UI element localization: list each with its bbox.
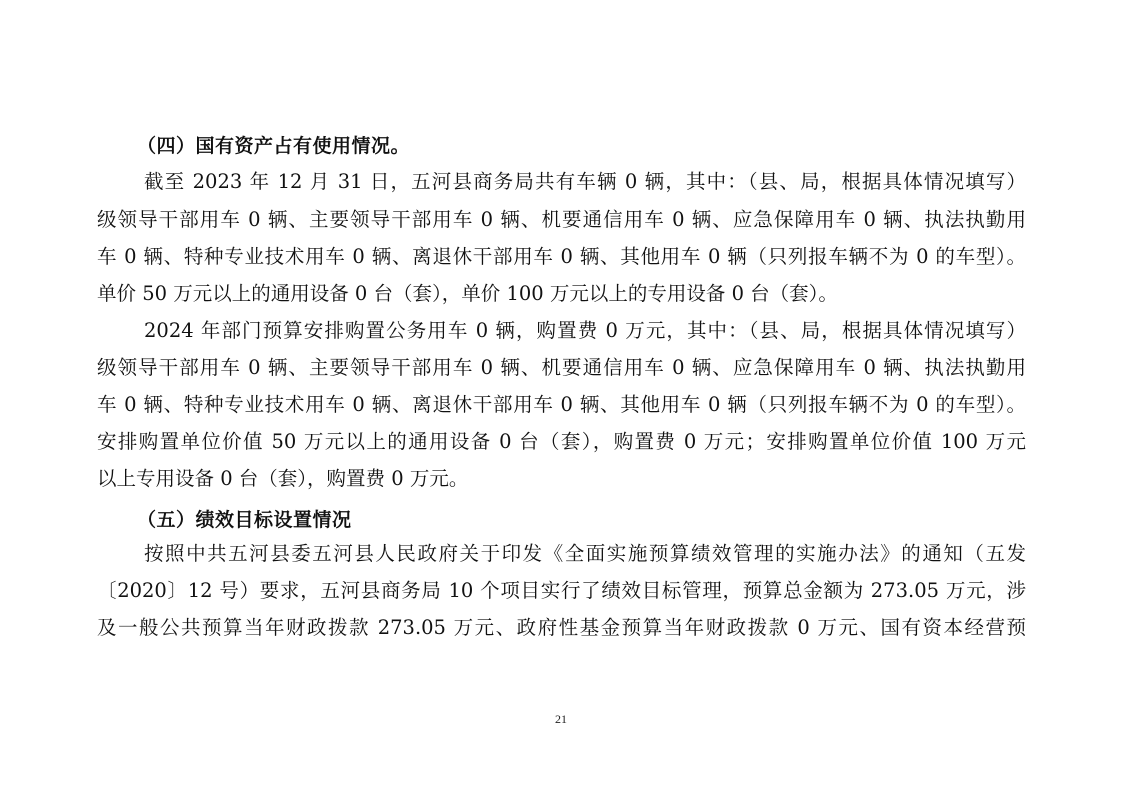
page-number: 21	[555, 712, 567, 726]
paragraph-line: 安排购置单位价值 50 万元以上的通用设备 0 台（套），购置费 0 万元；安排购置单位价值 100 万元	[97, 430, 1026, 453]
paragraph-line: 单价 50 万元以上的通用设备 0 台（套），单价 100 万元以上的专用设备 0 台（套）。	[97, 282, 838, 305]
paragraph-line: 按照中共五河县委五河县人民政府关于印发《全面实施预算绩效管理的实施办法》的通知（五发	[144, 542, 1026, 565]
section-heading-performance: （五）绩效目标设置情况	[137, 509, 352, 531]
paragraph-line: 及一般公共预算当年财政拨款 273.05 万元、政府性基金预算当年财政拨款 0 万元、国有资本经营预	[97, 616, 1026, 639]
paragraph-line: 车 0 辆、特种专业技术用车 0 辆、离退休干部用车 0 辆、其他用车 0 辆（只列报车辆不为 0 的车型）。	[97, 245, 1026, 268]
paragraph-line: 截至 2023 年 12 月 31 日，五河县商务局共有车辆 0 辆，其中：（县、局，根据具体情况填写）	[144, 170, 1026, 193]
paragraph-line: 以上专用设备 0 台（套），购置费 0 万元。	[97, 467, 469, 490]
paragraph-line: 车 0 辆、特种专业技术用车 0 辆、离退休干部用车 0 辆、其他用车 0 辆（只列报车辆不为 0 的车型）。	[97, 393, 1026, 416]
paragraph-line: 级领导干部用车 0 辆、主要领导干部用车 0 辆、机要通信用车 0 辆、应急保障用车 0 辆、执法执勤用	[97, 208, 1026, 231]
paragraph-line: 级领导干部用车 0 辆、主要领导干部用车 0 辆、机要通信用车 0 辆、应急保障用车 0 辆、执法执勤用	[97, 356, 1026, 379]
section-heading-assets: （四）国有资产占有使用情况。	[137, 135, 411, 157]
paragraph-line: 2024 年部门预算安排购置公务用车 0 辆，购置费 0 万元，其中：（县、局，根据具体情况填写）	[144, 319, 1026, 342]
paragraph-line: 〔2020〕12 号）要求，五河县商务局 10 个项目实行了绩效目标管理，预算总金额为 273.05 万元，涉	[97, 579, 1026, 602]
